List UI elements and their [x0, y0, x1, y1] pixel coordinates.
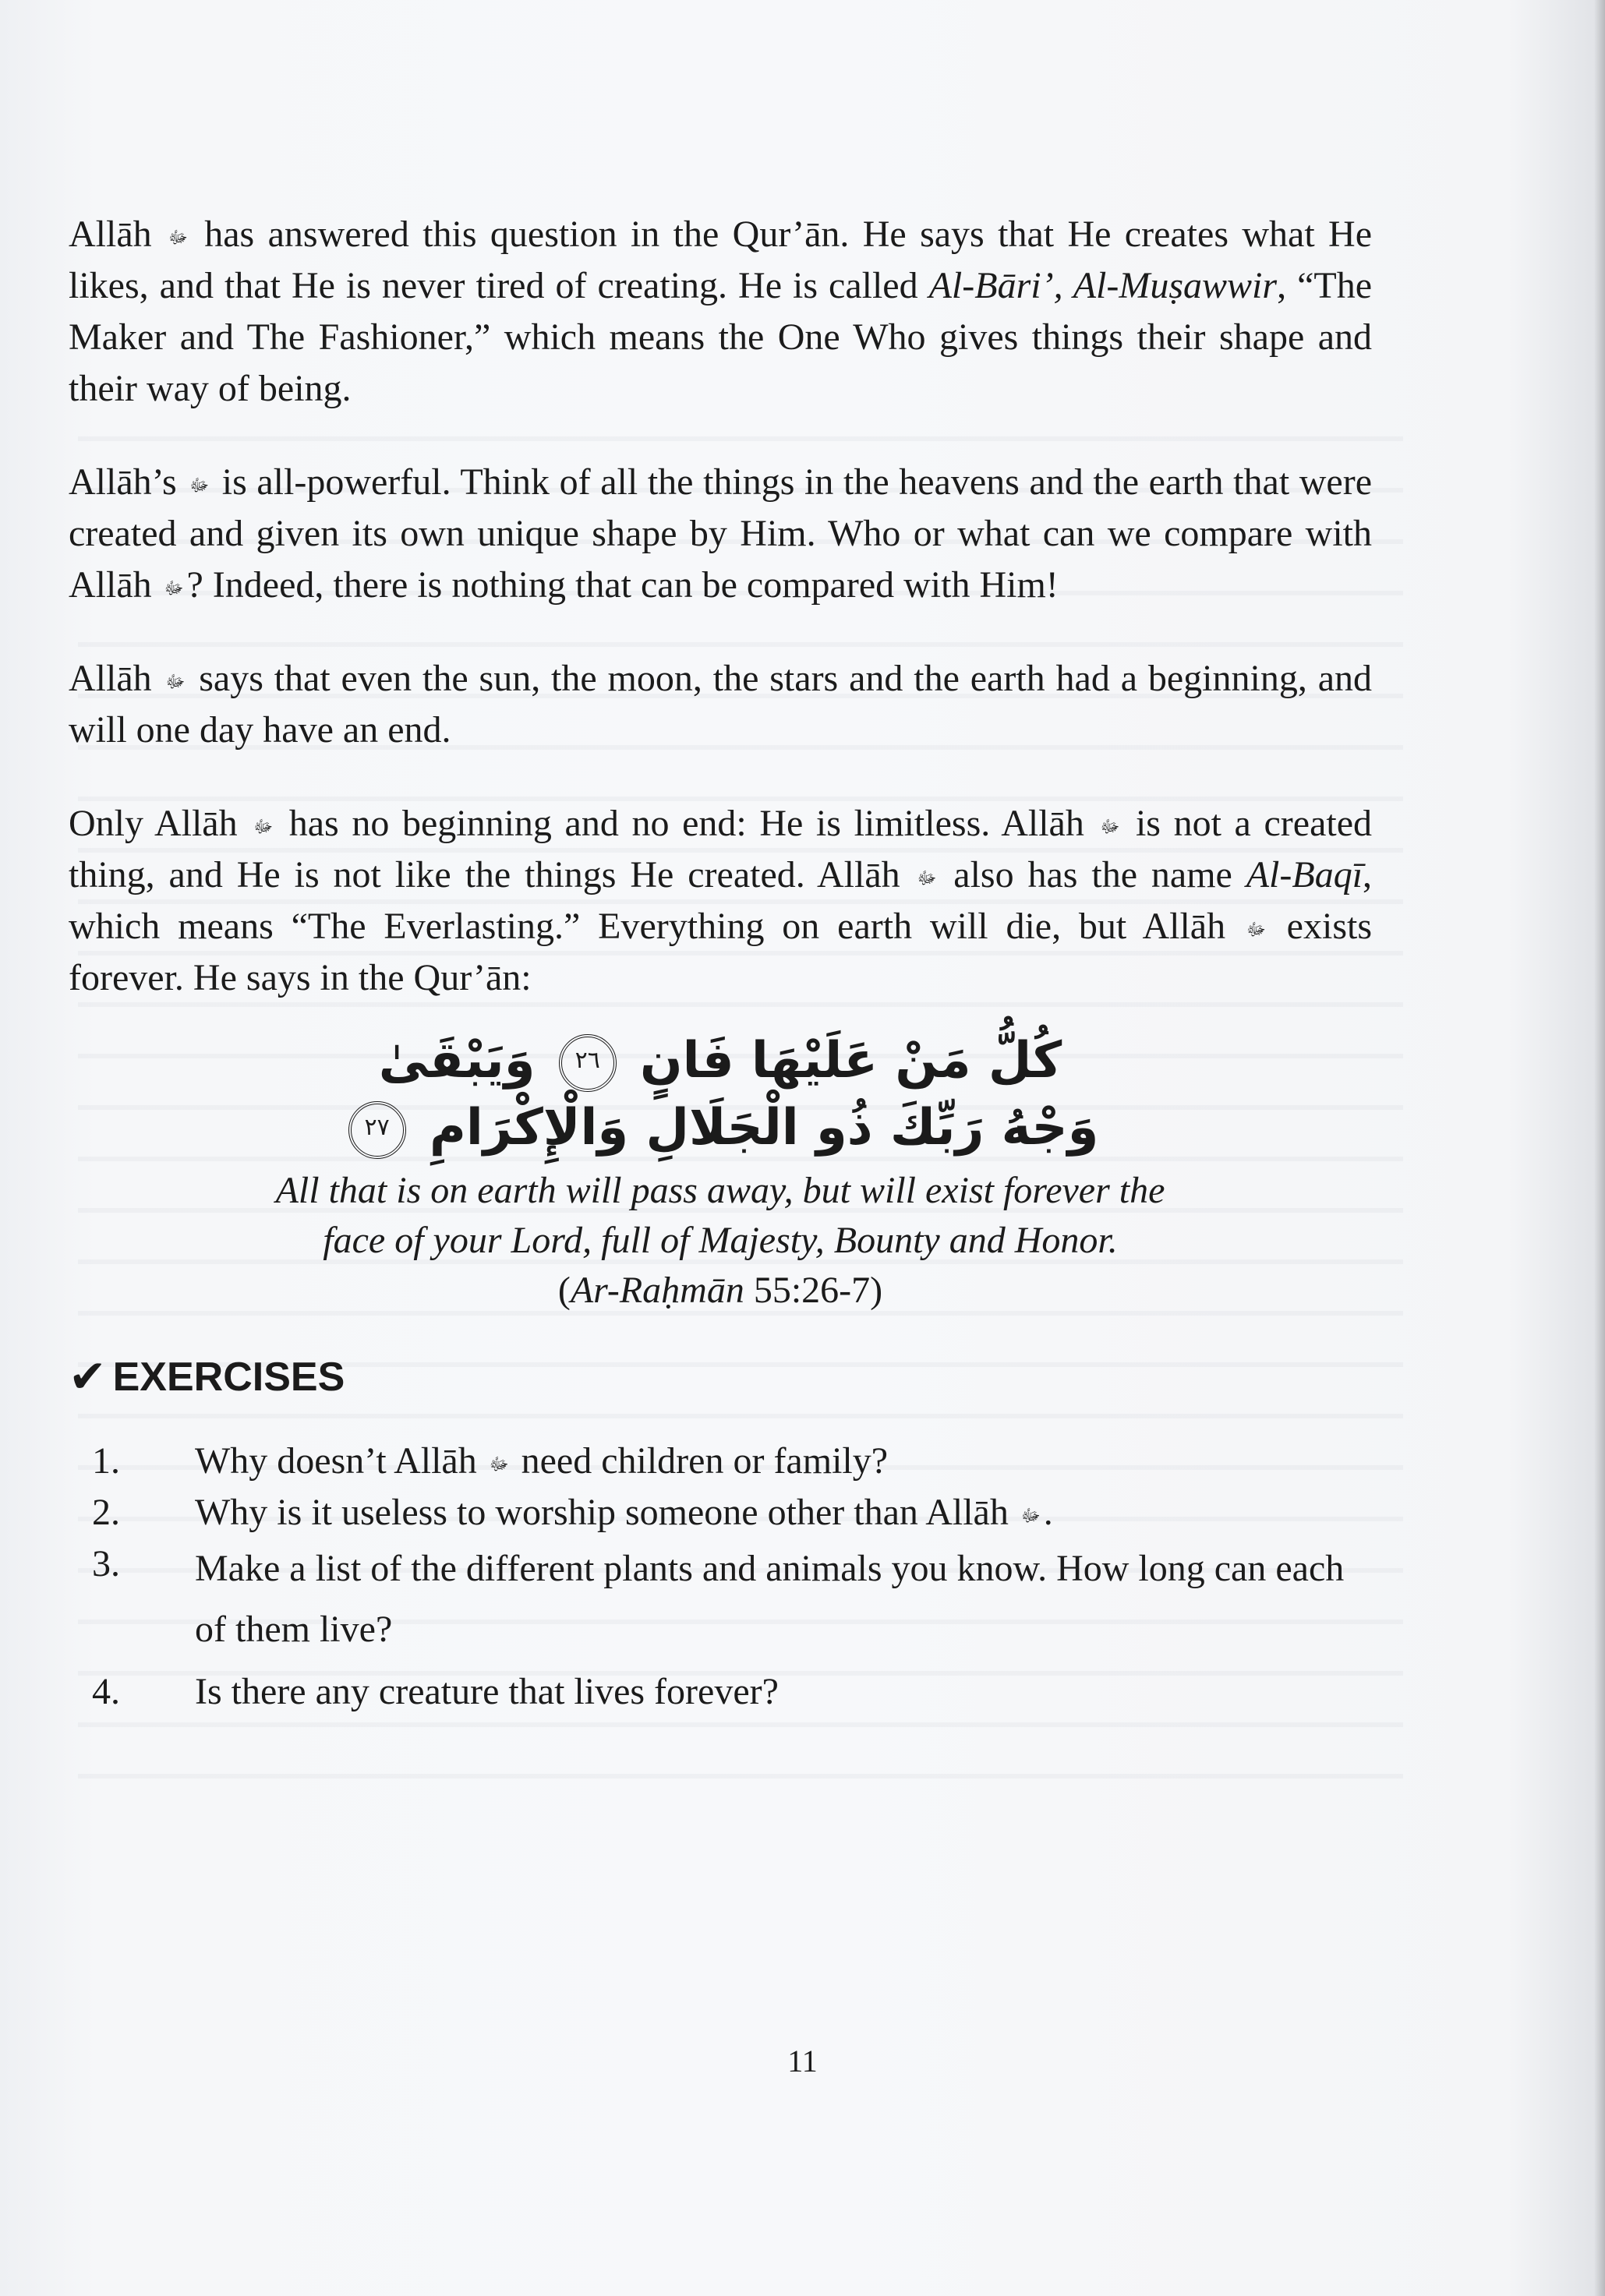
honorific-glyph: ﷻ — [168, 228, 188, 248]
p1-text-d: , “The Maker and The Fashioner,” which means the One Who gives things their shape and their way of being. — [69, 265, 1372, 409]
p2-text-b: is all-powerful. Think of all the things in the heavens and the earth that were created and given its own unique shape by Him. Who or what can we compare with Allāh — [69, 461, 1373, 606]
page-edge-shadow — [1594, 0, 1605, 2296]
exercise-number: 2. — [92, 1492, 120, 1533]
exercises-heading-text: EXERCISES — [112, 1355, 345, 1400]
honorific-glyph: ﷻ — [253, 818, 274, 837]
quran-line-1-text: كُلُّ مَنْ عَلَيْهَا فَانٍ — [640, 1032, 1062, 1090]
exercise-number: 3. — [92, 1543, 120, 1584]
exercise-item — [69, 1538, 1372, 1660]
honorific-glyph: ﷻ — [1020, 1507, 1041, 1526]
p2-text-c: ? Indeed, there is nothing that can be compared with Him! — [186, 564, 1059, 606]
honorific-glyph: ﷻ — [189, 476, 210, 496]
honorific-glyph: ﷻ — [489, 1455, 509, 1475]
exercise-text — [195, 1436, 1372, 1487]
honorific-glyph: ﷻ — [165, 673, 186, 692]
exercise-number: 4. — [92, 1671, 120, 1712]
honorific-glyph: ﷻ — [164, 579, 184, 599]
p4-text-d: also has the name — [953, 854, 1232, 895]
quran-line-1-text-b: وَيَبْقَىٰ — [378, 1032, 536, 1090]
p1-text-b: has answered this question in the Qur’ān. He says that He creates what He likes, and that He is never tired of creating. He is called — [69, 214, 1373, 306]
honorific-glyph: ﷻ — [1100, 818, 1120, 837]
p4-divine-name: Al-Baqī — [1246, 854, 1363, 895]
p4-text-a: Only Allāh — [69, 803, 238, 844]
paragraph-2 — [69, 457, 1372, 611]
exercises-list — [69, 1436, 1372, 1718]
p4-text-c: is not a created thing, and He is not like the things He created. Allāh — [69, 803, 1373, 895]
ayah-number-marker: ٢٧ — [348, 1101, 406, 1159]
p3-text-b: says that even the sun, the moon, the stars and the earth had a beginning, and will one day have an end. — [69, 658, 1373, 751]
quran-line-2 — [69, 1094, 1372, 1161]
page-number: 11 — [787, 2043, 818, 2079]
quran-line-2-text: وَجْهُ رَبِّكَ ذُو الْجَلَالِ وَالْإِكْرَامِ — [429, 1099, 1099, 1157]
exercise-text-b: need children or family? — [521, 1440, 889, 1482]
ayah-number-marker: ٢٦ — [559, 1034, 617, 1092]
exercise-text: Make a list of the different plants and animals you know. How long can each of them live? — [195, 1548, 1345, 1650]
paragraph-1 — [69, 209, 1372, 415]
exercise-text-a: Why is it useless to worship someone other than Allāh — [195, 1492, 1009, 1533]
verse-range: 55:26-7 — [753, 1270, 871, 1311]
p1-divine-names: Al-Bāri’, Al-Muṣawwir — [928, 265, 1278, 306]
exercises-heading — [69, 1350, 1372, 1404]
checkmark-icon: ✔ — [69, 1351, 107, 1402]
quran-reference: (Ar-Raḥmān 55:26-7) — [557, 1270, 883, 1311]
p4-text-b: has no beginning and no end: He is limitless. Allāh — [288, 803, 1084, 844]
exercise-text-b: . — [1043, 1492, 1053, 1533]
paragraph-4 — [69, 798, 1372, 1004]
p3-text-a: Allāh — [69, 658, 152, 699]
p2-text-a: Allāh’s — [69, 461, 177, 503]
p4-text-f: , which means “The Everlasting.” Everything on earth will die, but Allāh — [69, 854, 1373, 947]
exercise-text: Is there any creature that lives forever? — [195, 1671, 779, 1712]
exercise-text-a: Why doesn’t Allāh — [195, 1440, 477, 1482]
p1-text-a: Allāh — [69, 214, 152, 255]
quran-verse-arabic — [69, 1027, 1372, 1161]
translation-line-1: All that is on earth will pass away, but will exist forever the — [275, 1170, 1165, 1211]
quran-line-1 — [69, 1027, 1372, 1094]
p4-text-g: exists forever. He says in the Qur’ān: — [69, 906, 1373, 998]
honorific-glyph: ﷻ — [1246, 920, 1266, 940]
page-content — [69, 209, 1372, 1718]
translation-line-2: face of your Lord, full of Majesty, Bounty and Honor. — [323, 1220, 1118, 1261]
exercise-item — [69, 1666, 1372, 1718]
paragraph-3 — [69, 653, 1372, 756]
exercise-item — [69, 1487, 1372, 1538]
quran-translation — [69, 1166, 1372, 1266]
honorific-glyph: ﷻ — [917, 869, 937, 888]
exercise-text — [195, 1487, 1372, 1538]
surah-name: Ar-Raḥmān — [570, 1270, 744, 1311]
exercise-number: 1. — [92, 1440, 120, 1482]
exercise-item — [69, 1436, 1372, 1487]
